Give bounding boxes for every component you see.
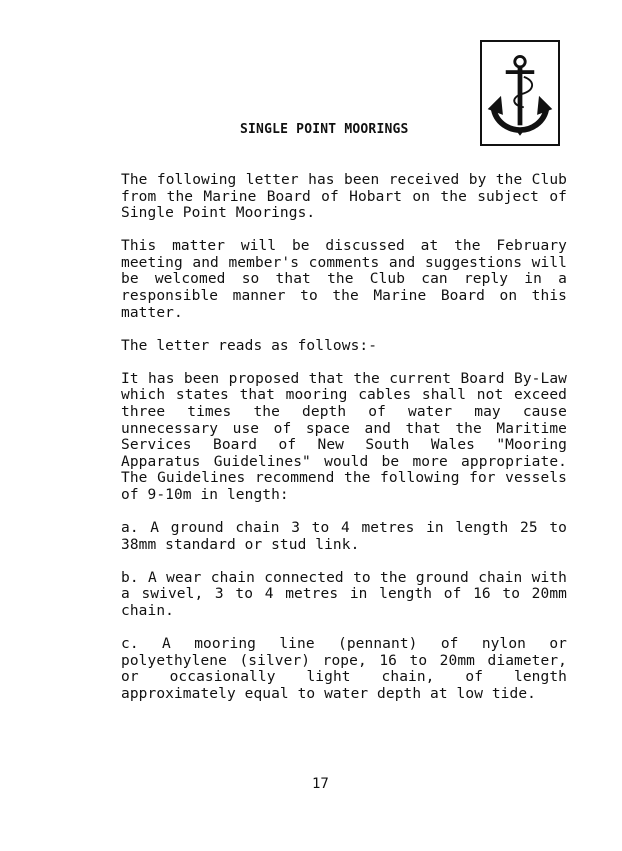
club-logo bbox=[480, 40, 560, 146]
discussion-paragraph: This matter will be discussed at the February meeting and member's comments and suggestions will be welcomed so that the Club can reply in a responsible manner to the Marine Board on this matter. bbox=[121, 238, 567, 321]
letter-body bbox=[121, 172, 567, 702]
anchor-icon bbox=[482, 42, 558, 144]
item-a-paragraph: a. A ground chain 3 to 4 metres in length 25 to 38mm standard or stud link. bbox=[121, 520, 567, 553]
intro-paragraph: The following letter has been received by the Club from the Marine Board of Hobart on the subject of Single Point Moorings. bbox=[121, 172, 567, 222]
letter-intro-paragraph: The letter reads as follows:- bbox=[121, 337, 378, 354]
item-c-paragraph: c. A mooring line (pennant) of nylon or polyethylene (silver) rope, 16 to 20mm diameter, or occasionally light chain, of length approximately equal to water depth at low tide. bbox=[121, 636, 567, 702]
page-number: 17 bbox=[312, 776, 329, 792]
item-b-paragraph: b. A wear chain connected to the ground chain with a swivel, 3 to 4 metres in length of 16 to 20mm chain. bbox=[121, 569, 567, 619]
page-title: SINGLE POINT MOORINGS bbox=[240, 122, 409, 137]
proposal-paragraph: It has been proposed that the current Board By-Law which states that mooring cables shall not exceed three times the depth of water may cause unnecessary use of space and that the Maritime Services Board of New South Wales "Mooring Apparatus Guidelines" would be more appropriate. The Guidelines recommend the following for vessels of 9-10m in length: bbox=[121, 370, 567, 503]
